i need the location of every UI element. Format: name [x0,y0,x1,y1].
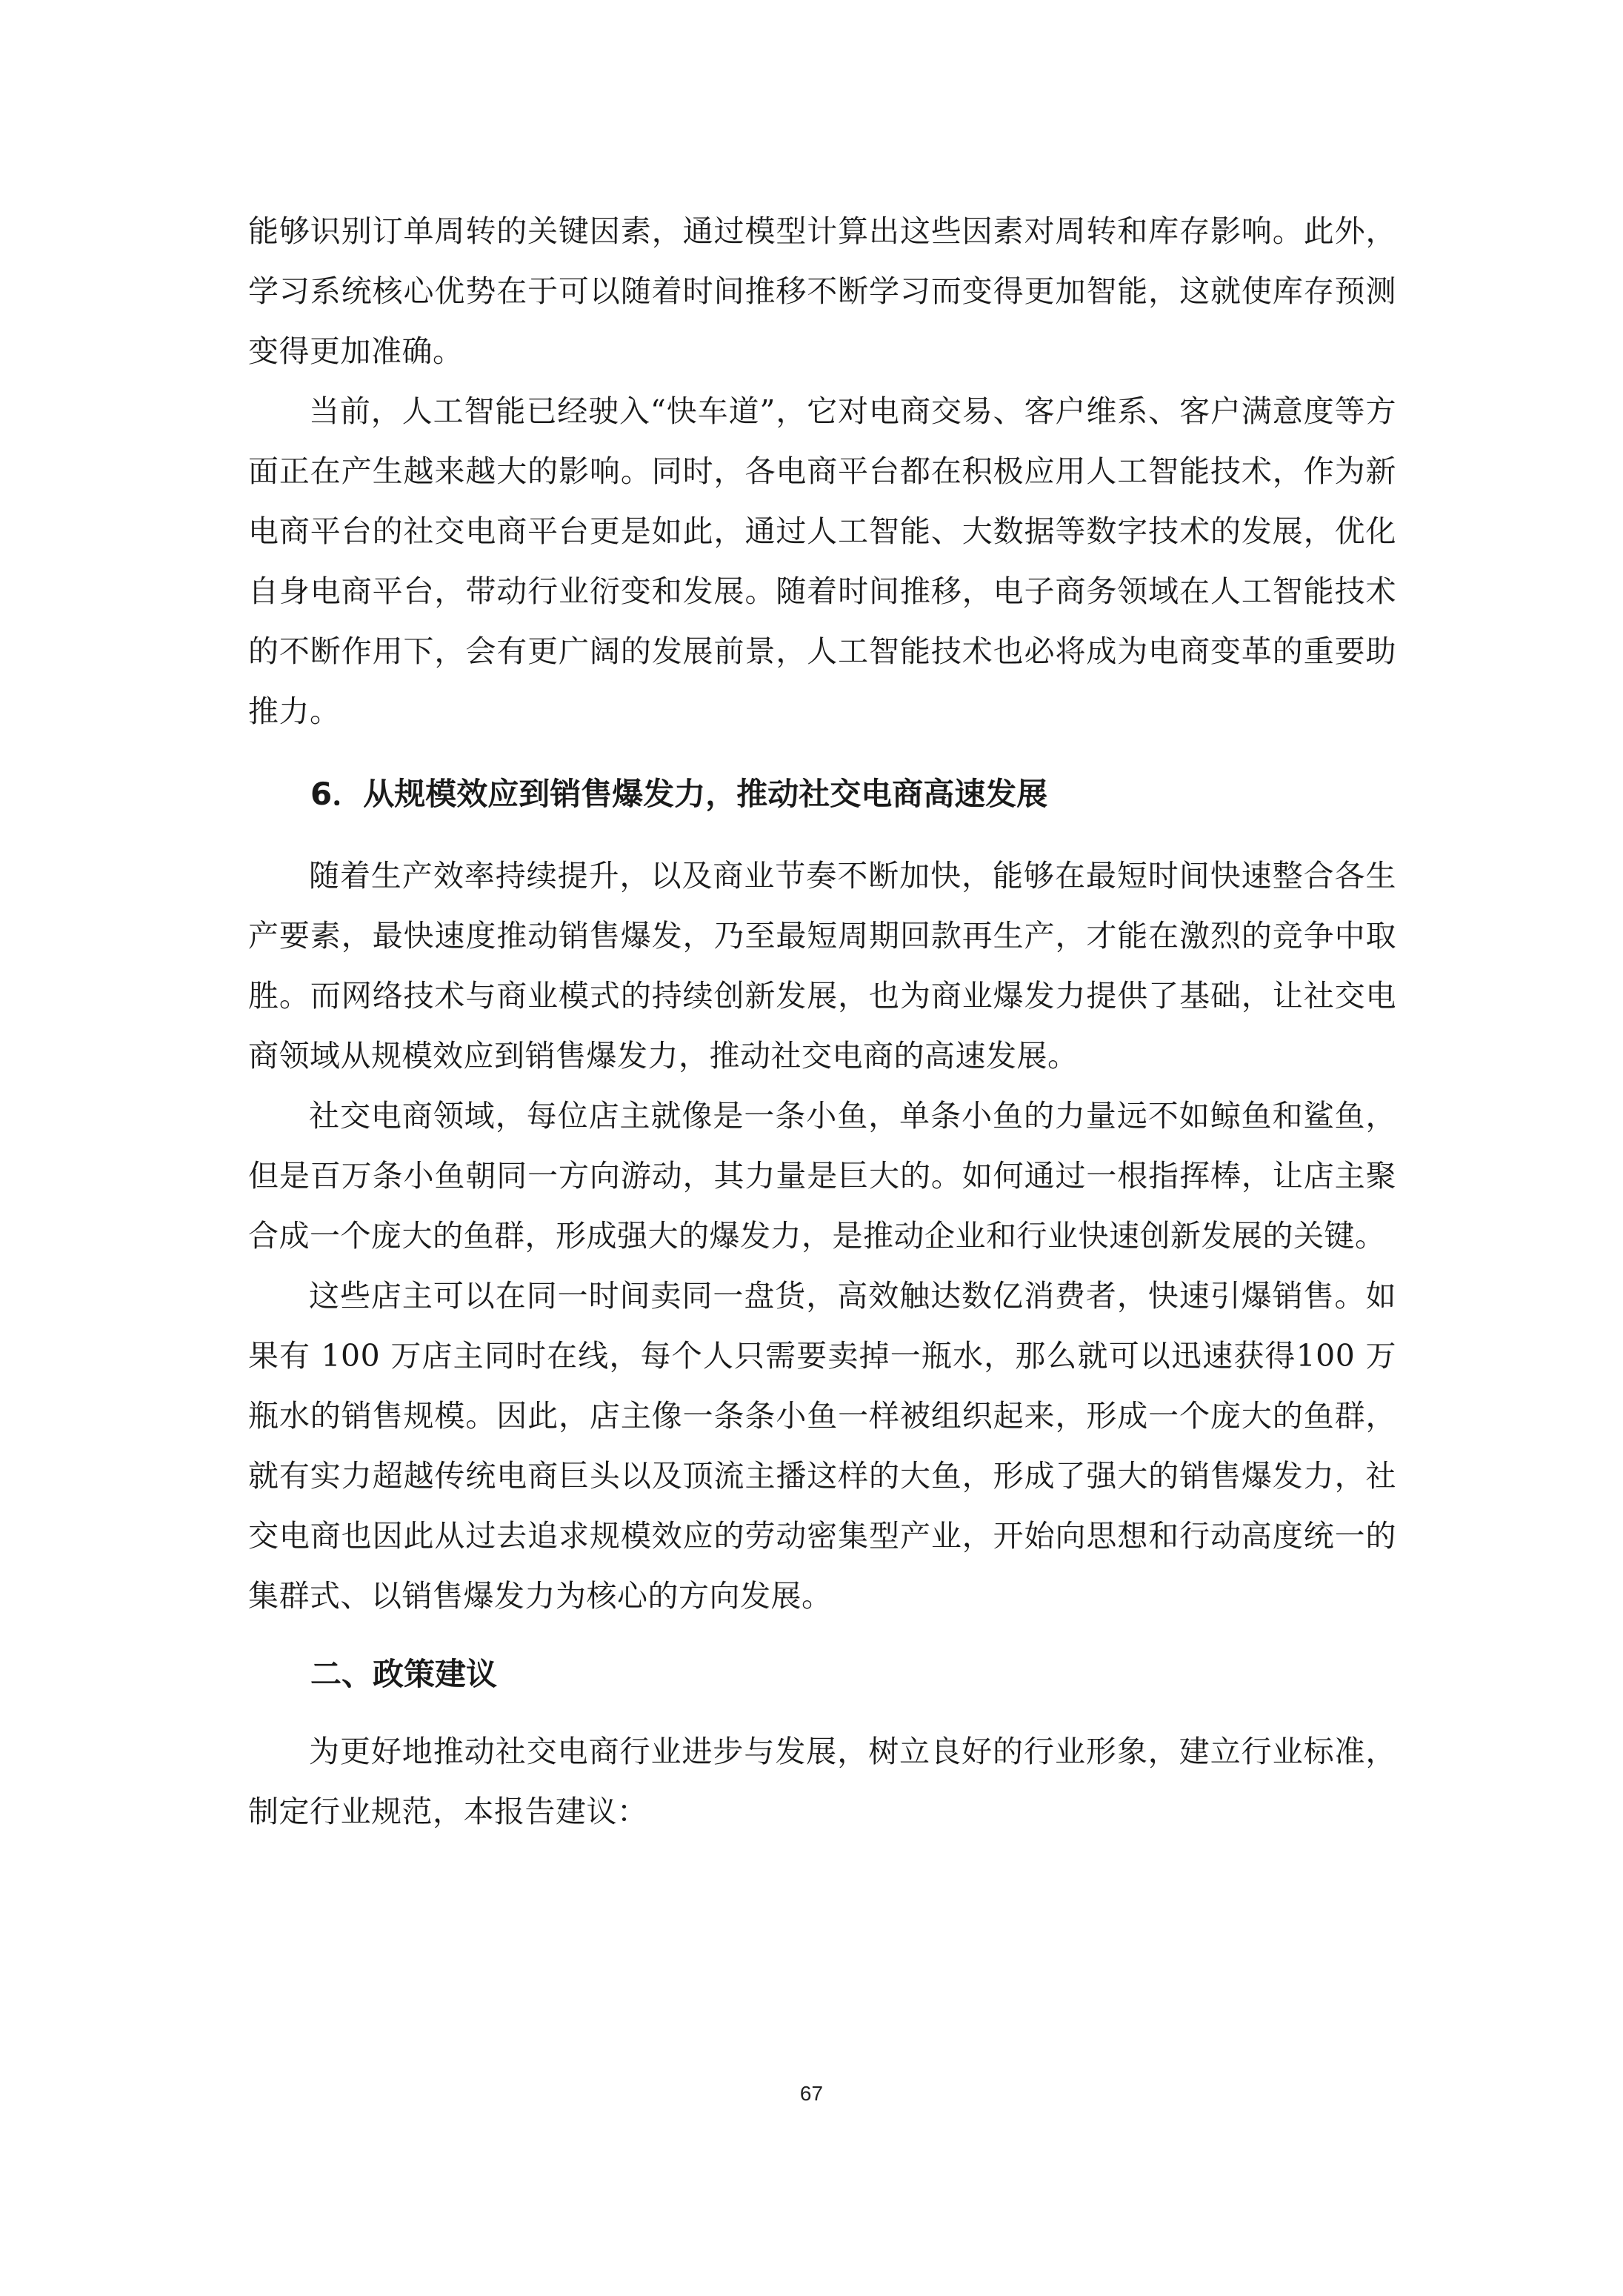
page-content [248,202,1396,1842]
paragraph: 随着生产效率持续提升，以及商业节奏不断加快，能够在最短时间快速整合各生产要素，最快速度推动销售爆发，乃至最短周期回款再生产，才能在激烈的竞争中取胜。而网络技术与商业模式的持续创新发展，也为商业爆发力提供了基础，让社交电商领域从规模效应到销售爆发力，推动社交电商的高速发展。 [248,858,1396,1074]
paragraph: 为更好地推动社交电商行业进步与发展，树立良好的行业形象，建立行业标准，制定行业规范，本报告建议： [248,1734,1396,1829]
section-heading-policy: 二、政策建议 [310,1656,498,1692]
paragraph: 社交电商领域，每位店主就像是一条小鱼，单条小鱼的力量远不如鲸鱼和鲨鱼，但是百万条小鱼朝同一方向游动，其力量是巨大的。如何通过一根指挥棒，让店主聚合成一个庞大的鱼群，形成强大的爆发力，是推动企业和行业快速创新发展的关键。 [248,1098,1396,1254]
paragraph: 能够识别订单周转的关键因素，通过模型计算出这些因素对周转和库存影响。此外，学习系统核心优势在于可以随着时间推移不断学习而变得更加智能，这就使库存预测变得更加准确。 [248,213,1396,369]
page-number: 67 [799,2082,824,2105]
section-heading-6: 6．从规模效应到销售爆发力，推动社交电商高速发展 [310,776,1048,812]
paragraph: 当前，人工智能已经驶入“快车道”，它对电商交易、客户维系、客户满意度等方面正在产生越来越大的影响。同时，各电商平台都在积极应用人工智能技术，作为新电商平台的社交电商平台更是如此，通过人工智能、大数据等数字技术的发展，优化自身电商平台，带动行业衍变和发展。随着时间推移，电子商务领域在人工智能技术的不断作用下，会有更广阔的发展前景，人工智能技术也必将成为电商变革的重要助推力。 [248,393,1396,729]
paragraph: 这些店主可以在同一时间卖同一盘货，高效触达数亿消费者，快速引爆销售。如果有 100 万店主同时在线，每个人只需要卖掉一瓶水，那么就可以迅速获得100 万瓶水的销售规模。因此，店主像一条条小鱼一样被组织起来，形成一个庞大的鱼群，就有实力超越传统电商巨头以及顶流主播这样的大鱼，形成了强大的销售爆发力，社交电商也因此从过去追求规模效应的劳动密集型产业，开始向思想和行动高度统一的集群式、以销售爆发力为核心的方向发展。 [248,1278,1396,1614]
